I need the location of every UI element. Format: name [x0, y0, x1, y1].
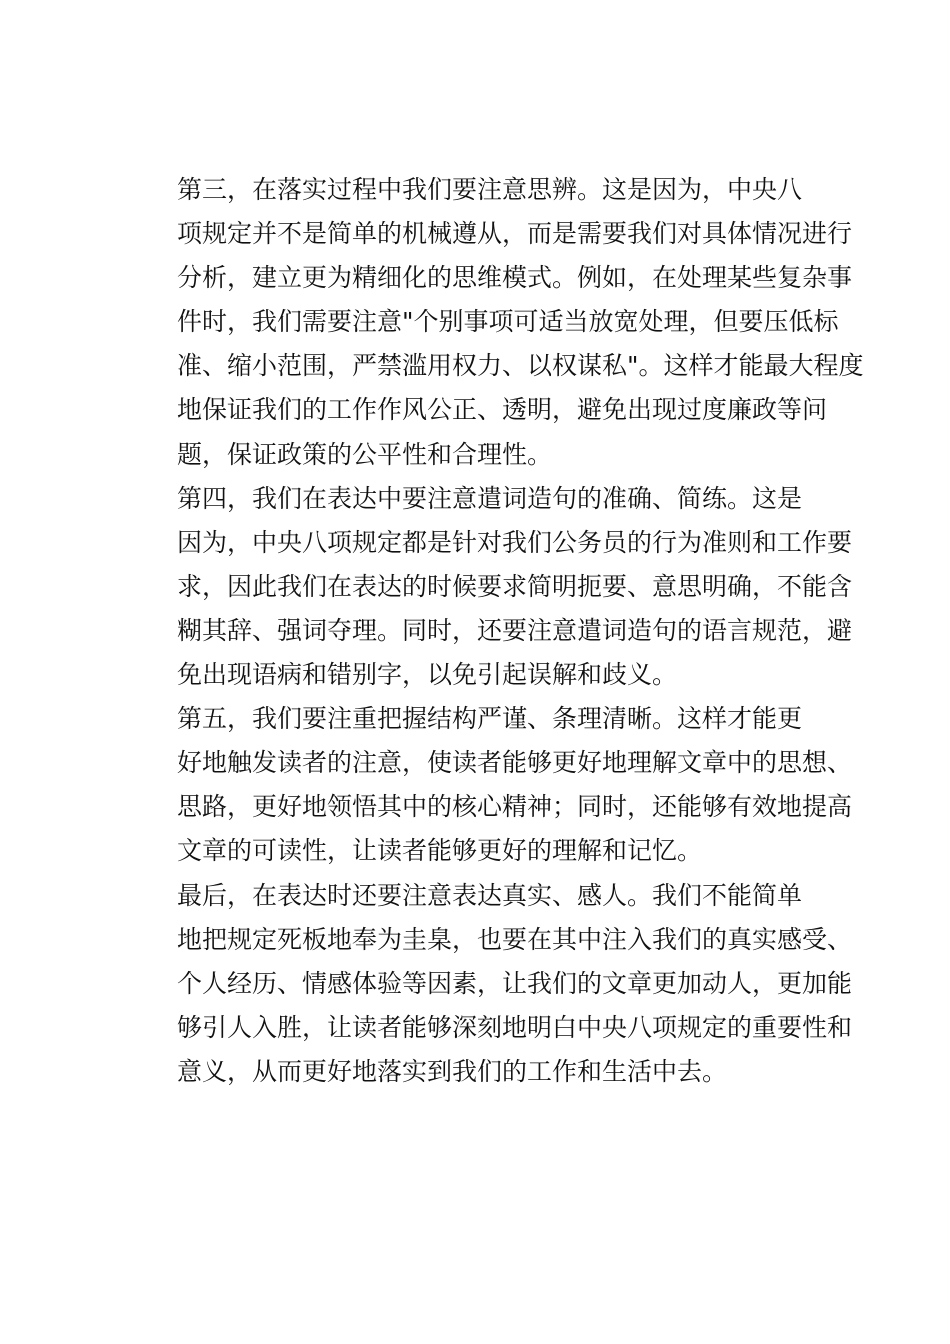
paragraph-fourth — [127, 477, 853, 697]
paragraph-line: 好地触发读者的注意，使读者能够更好地理解文章中的思想、 — [177, 748, 853, 778]
paragraph-line: 糊其辞、强词夺理。同时，还要注意遣词造句的语言规范，避 — [177, 615, 853, 645]
paragraph-line: 第四，我们在表达中要注意遣词造句的准确、简练。这是 — [177, 483, 803, 513]
paragraph-line: 地把规定死板地奉为圭臬，也要在其中注入我们的真实感受、 — [177, 924, 853, 954]
paragraph-line: 因为，中央八项规定都是针对我们公务员的行为准则和工作要 — [177, 527, 853, 557]
paragraph-line: 够引人入胜，让读者能够深刻地明白中央八项规定的重要性和 — [177, 1012, 853, 1042]
paragraph-fifth — [127, 697, 853, 873]
paragraph-line: 地保证我们的工作作风公正、透明，避免出现过度廉政等问 — [177, 395, 828, 425]
paragraph-line: 项规定并不是简单的机械遵从，而是需要我们对具体情况进行 — [177, 219, 853, 249]
paragraph-line: 最后，在表达时还要注意表达真实、感人。我们不能简单 — [177, 880, 803, 910]
paragraph-line: 第五，我们要注重把握结构严谨、条理清晰。这样才能更 — [177, 704, 803, 734]
paragraph-line: 第三，在落实过程中我们要注意思辨。这是因为，中央八 — [177, 175, 803, 204]
paragraph-line: 思路，更好地领悟其中的核心精神；同时，还能够有效地提高 — [177, 792, 853, 822]
paragraph-line: 个人经历、情感体验等因素，让我们的文章更加动人，更加能 — [177, 968, 853, 998]
paragraph-line: 求，因此我们在表达的时候要求简明扼要、意思明确，不能含 — [177, 571, 853, 601]
paragraph-line: 免出现语病和错别字，以免引起误解和歧义。 — [177, 660, 678, 690]
paragraph-line: 分析，建立更为精细化的思维模式。例如，在处理某些复杂事 — [177, 263, 853, 293]
paragraph-line: 意义，从而更好地落实到我们的工作和生活中去。 — [177, 1056, 728, 1086]
document-body — [127, 168, 864, 1094]
paragraph-third — [127, 168, 864, 477]
paragraph-finally — [127, 874, 853, 1094]
paragraph-line: 准、缩小范围，严禁滥用权力、以权谋私"。这样才能最大程度 — [177, 351, 864, 381]
paragraph-line: 件时，我们需要注意"个别事项可适当放宽处理，但要压低标 — [177, 307, 839, 337]
paragraph-line: 题，保证政策的公平性和合理性。 — [177, 439, 553, 469]
paragraph-line: 文章的可读性，让读者能够更好的理解和记忆。 — [177, 836, 703, 866]
